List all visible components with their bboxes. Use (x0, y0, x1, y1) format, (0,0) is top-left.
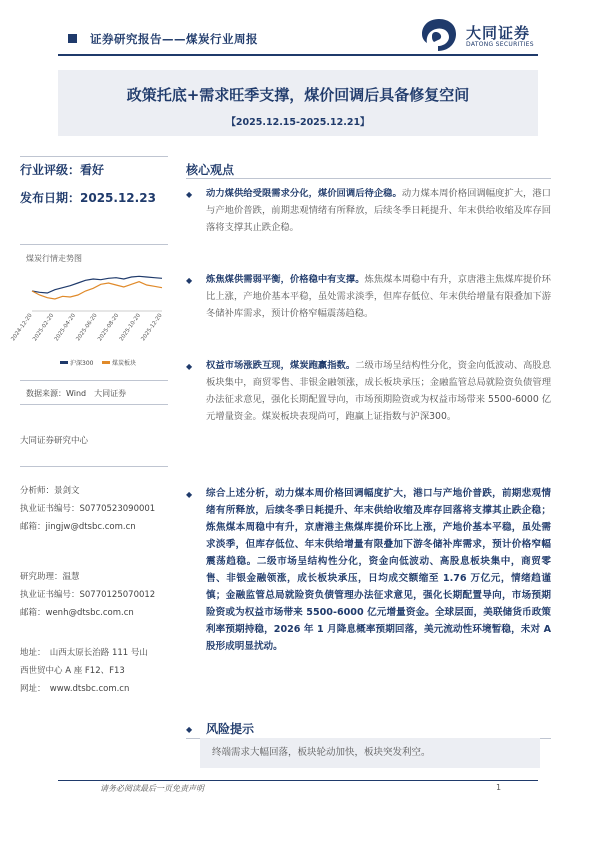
series-line-1 (32, 282, 162, 299)
paragraph-thermal-coal (206, 185, 551, 236)
x-tick-label: 2024-12-20 (10, 312, 34, 343)
x-tick-label: 2025-06-20 (75, 312, 99, 343)
diamond-bullet-icon: ◆ (186, 276, 193, 285)
para2-lead: 炼焦煤供需弱平衡，价格稳中有支撑。 (206, 274, 365, 285)
logo-name: 大同证券 (466, 24, 531, 42)
title-band (58, 70, 538, 136)
industry-rating: 行业评级：看好 (20, 163, 105, 177)
publish-date: 发布日期：2025.12.23 (20, 191, 156, 205)
chart-source: 数据来源：Wind 大同证券 (26, 389, 127, 398)
report-period: 【2025.12.15-2025.12.21】 (226, 117, 370, 128)
analyst-email: 邮箱：jingjw@dtsbc.com.cn (20, 522, 136, 532)
assistant-name: 研究助理：温慧 (20, 572, 80, 582)
company-logo (418, 16, 546, 54)
para3-body: 二级市场呈结构性分化，资金向低波动、高股息板块集中，商贸零售、非银金融领涨，成长板块承压；金融监管总局就险资负债管理办法征求意见，强化长期配置导向，市场预期险资或为权益市场带来 5500-6000 亿元增量资金。煤炭板块表现尚可，跑赢上证指数与沪深300。 (206, 360, 551, 422)
footer-disclaimer: 请务必阅读最后一页免责声明 (100, 784, 204, 793)
header-rule (58, 54, 538, 56)
report-type: 证券研究报告——煤炭行业周报 (90, 32, 258, 46)
logo-english: DATONG SECURITIES (466, 41, 534, 48)
diamond-bullet-icon: ◆ (186, 190, 193, 199)
analyst-name: 分析师：景剑文 (20, 486, 80, 496)
x-tick-label: 2025-10-20 (118, 312, 142, 343)
trend-chart-svg (10, 265, 168, 375)
left-top-rule (20, 156, 168, 157)
legend-label-0: 沪深300 (70, 360, 94, 367)
analyst-cert: 执业证书编号：S0770523090001 (20, 504, 156, 514)
para3-lead: 权益市场涨跌互现，煤炭跑赢指数。 (206, 360, 356, 371)
info-rule (20, 466, 168, 467)
core-heading: 核心观点 (186, 163, 235, 177)
para1-lead: 动力煤供给受限需求分化，煤价回调后待企稳。 (206, 188, 402, 199)
series-line-0 (32, 276, 162, 293)
diamond-bullet-icon: ◆ (186, 362, 193, 371)
address-line-2: 西世贸中心 A 座 F12、F13 (20, 666, 125, 676)
paragraph-equity-market (206, 357, 551, 425)
page-header (0, 0, 595, 60)
para1-body: 动力煤本周价格回调幅度扩大，港口与产地价普跌，前期悲观情绪有所释放，后续冬季日耗提升、年末供给收缩及库存回落将支撑其止跌企稳。 (206, 188, 551, 233)
market-trend-chart (10, 244, 168, 374)
core-heading-rule (186, 178, 551, 179)
paragraph-coking-coal (206, 271, 551, 322)
research-center: 大同证券研究中心 (20, 436, 89, 446)
logo-mark-icon (418, 16, 460, 54)
risk-box (200, 738, 540, 768)
chart-bottom-rule (20, 380, 168, 381)
para2-body: 炼焦煤本周稳中有升，京唐港主焦煤库提价环比上涨，产地价基本平稳，虽处需求淡季，但库存低位、年末供给增量有限叠加下游冬储补库需求，预计价格窄幅震荡趋稳。 (206, 274, 551, 319)
diamond-bullet-icon: ◆ (186, 725, 193, 734)
report-title: 政策托底+需求旺季支撑，煤价回调后具备修复空间 (126, 86, 470, 104)
risk-text: 终端需求大幅回落，板块轮动加快，板块突发利空。 (212, 747, 431, 758)
chart-title: 煤炭行情走势图 (26, 254, 82, 263)
page-number: 1 (496, 783, 502, 792)
legend-label-1: 煤炭板块 (112, 360, 137, 367)
x-tick-label: 2025-12-20 (140, 312, 164, 343)
assistant-email: 邮箱：wenh@dtsbc.com.cn (20, 608, 134, 618)
risk-heading: 风险提示 (206, 722, 255, 736)
website: 网址： www.dtsbc.com.cn (20, 684, 130, 694)
legend-swatch-1 (102, 361, 110, 364)
source-bottom-rule (20, 404, 168, 405)
assistant-cert: 执业证书编号：S0770125070012 (20, 590, 156, 600)
x-tick-label: 2025-04-20 (53, 312, 77, 343)
header-square-icon (68, 34, 77, 43)
paragraph-summary: 综合上述分析，动力煤本周价格回调幅度扩大，港口与产地价普跌，前期悲观情绪有所释放，后续冬季日耗提升、年末供给收缩及库存回落将支撑其止跌企稳；炼焦煤本周稳中有升，京唐港主焦煤库提价环比上涨，产地价基本平稳，虽处需求淡季，但库存低位、年末供给增量有限叠加下游冬储补库需求，预计价格窄幅震荡趋稳。二级市场呈结构性分化，资金向低波动、高股息板块集中，商贸零售、非银金融领涨，成长板块承压，日均成交额缩至 1.76 万亿元，情绪趋谨慎；金融监管总局就险资负债管理办法征求意见，强化长期配置导向，市场预期险资或为权益市场带来 5500-6000 亿元增量资金。全球层面，美联储货币政策利率预期持稳，2026 年 1 月降息概率预期回落，美元流动性环境暂稳，未对 A 股形成明显扰动。 (206, 488, 551, 652)
x-tick-label: 2025-08-20 (97, 312, 121, 343)
footer-rule (58, 780, 538, 781)
diamond-bullet-icon: ◆ (186, 490, 193, 499)
x-tick-label: 2025-02-20 (32, 312, 56, 343)
legend-swatch-0 (60, 361, 68, 364)
address-line-1: 地址： 山西太原长治路 111 号山 (20, 648, 148, 658)
